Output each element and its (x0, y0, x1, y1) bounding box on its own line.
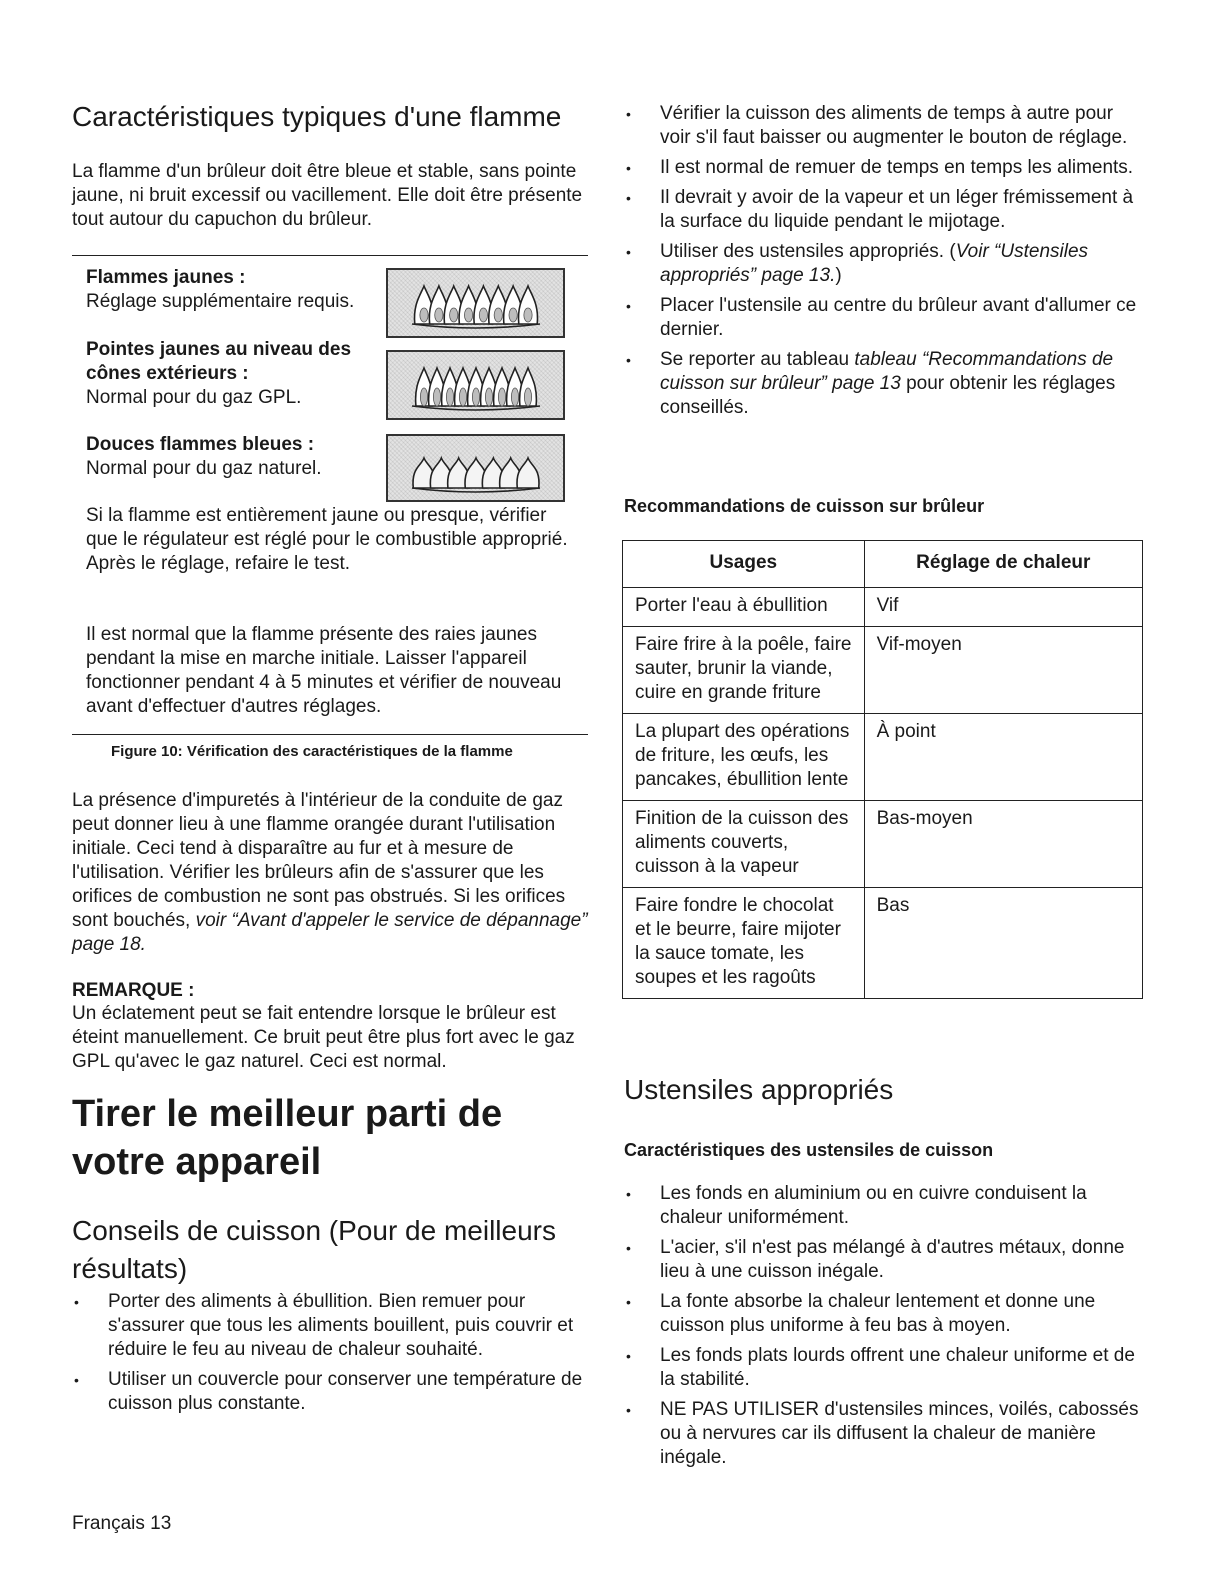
flame-yellow-tips-description (86, 338, 376, 410)
flame-blue-drawing (388, 436, 563, 500)
flame-shape (517, 458, 539, 488)
tip-left-item: • Porter des aliments à ébullition. Bien remuer pour s'assurer que tous les aliments bouillent, puis couvrir et réduire le feu au niveau de chaleur souhaité. (72, 1290, 592, 1362)
figure-bottom-rule (72, 734, 588, 735)
tip-text: Placer l'ustensile au centre du brûleur avant d'allumer ce dernier. (660, 295, 1137, 340)
tip-right-item (624, 294, 1144, 342)
table-cell-heat: À point (864, 714, 1142, 801)
flame-yellow-tips-drawing (388, 352, 563, 418)
page-footer: Français 13 (72, 1513, 172, 1534)
flame-core-shape (450, 308, 458, 322)
table-cell-usage: Faire frire à la poêle, faire sauter, brunir la viande, cuire en grande friture (623, 627, 865, 714)
flame-core-shape (420, 388, 427, 406)
tip-text: Il est normal de remuer de temps en temps les aliments. (660, 157, 1134, 178)
tip-text: Utiliser des ustensiles appropriés. ( (660, 241, 956, 262)
tips-title: Conseils de cuisson (Pour de meilleurs résultats) (72, 1215, 556, 1284)
flame-blue-title: Douces flammes bleues : (86, 434, 315, 455)
flame-core-shape (446, 388, 453, 406)
flame-blue-image (386, 434, 565, 502)
flame-blue-desc: Normal pour du gaz naturel. (86, 458, 322, 479)
table-cell-heat: Bas-moyen (864, 801, 1142, 888)
flame-blue-description (86, 433, 376, 481)
flame-core-shape (498, 388, 505, 406)
table-cell-heat: Vif-moyen (864, 627, 1142, 714)
impurities-paragraph (72, 789, 588, 957)
flame-core-shape (485, 388, 492, 406)
flame-yellow-image (386, 268, 565, 338)
utensil-item: • La fonte absorbe la chaleur lentement et donne une cuisson plus uniforme à feu bas à moyen. (624, 1290, 1144, 1338)
flame-yellow-description (86, 266, 376, 314)
table-cell-usage: Porter l'eau à ébullition (623, 588, 865, 627)
figure-top-rule (72, 255, 588, 256)
tip-right-item (624, 240, 1144, 288)
flame-yellow-paragraph (86, 504, 576, 576)
flame-core-shape (524, 388, 531, 406)
tips-list-left (72, 1290, 592, 1422)
impurities-text: La présence d'impuretés à l'intérieur de la conduite de gaz peut donner lieu à une flamme orangée durant l'utilisation initiale. Ceci tend à disparaître au fur et à mesure de l'utilisation. Vérifier les brûleurs afin de s'assurer que les orifices de combustion ne sont pas obstrués. Si les orifices sont bouchés, (72, 790, 566, 931)
table-header-usages: Usages (623, 541, 865, 588)
table-row (623, 714, 1143, 801)
flame-normal-paragraph: Il est normal que la flamme présente des raies jaunes pendant la mise en marche initiale. Laisser l'appareil fonctionner pendant 4 à 5 minutes et vérifier de nouveau avant d'effectuer d'autres réglages. (86, 624, 562, 717)
figure-caption: Figure 10: Vérification des caractéristiques de la flamme (111, 743, 513, 760)
flame-yellow-desc: Réglage supplémentaire requis. (86, 291, 355, 312)
flame-core-shape (524, 308, 532, 322)
table-cell-usage: La plupart des opérations de friture, les œufs, les pancakes, ébullition lente (623, 714, 865, 801)
flame-core-shape (509, 308, 517, 322)
flame-section-title: Caractéristiques typiques d'une flamme (72, 101, 562, 132)
table-header-heat: Réglage de chaleur (864, 541, 1142, 588)
utensils-subtitle: Caractéristiques des ustensiles de cuisson (624, 1140, 994, 1160)
tip-right-item (624, 348, 1144, 420)
flame-yellow-drawing (388, 270, 563, 336)
tip-right-item (624, 186, 1144, 234)
flame-core-shape (494, 308, 502, 322)
table-header-row (623, 541, 1143, 588)
flame-yellow-tips-title: Pointes jaunes au niveau des cônes extérieurs : (86, 339, 352, 384)
table-cell-usage: Finition de la cuisson des aliments couverts, cuisson à la vapeur (623, 801, 865, 888)
table-cell-heat: Bas (864, 888, 1142, 999)
utensil-item: • Les fonds plats lourds offrent une chaleur uniforme et de la stabilité. (624, 1344, 1144, 1392)
utensil-item: • NE PAS UTILISER d'ustensiles minces, voilés, cabossés ou à nervures car ils diffusent la chaleur de manière inégale. (624, 1398, 1144, 1470)
table-row (623, 627, 1143, 714)
tip-text: Vérifier la cuisson des aliments de temps à autre pour voir s'il faut baisser ou augmenter le bouton de réglage. (660, 103, 1128, 148)
flame-yellow-paragraph-text: Si la flamme est entièrement jaune ou presque, vérifier que le régulateur est réglé pour le combustible approprié. Après le réglage, refaire le test. (86, 505, 568, 574)
tip-left-item: • Utiliser un couvercle pour conserver une température de cuisson plus constante. (72, 1368, 592, 1416)
flame-core-shape (479, 308, 487, 322)
utensils-list (624, 1182, 1144, 1476)
tip-text: Il devrait y avoir de la vapeur et un léger frémissement à la surface du liquide pendant le mijotage. (660, 187, 1134, 232)
remark-title: REMARQUE : (72, 980, 195, 1001)
tip-reference: Voir “Ustensiles appropriés” page 13. (660, 241, 1089, 286)
tip-right-item (624, 102, 1144, 150)
tips-list-right (624, 102, 1144, 426)
flame-core-shape (464, 308, 472, 322)
flame-core-shape (420, 308, 428, 322)
utensil-item: • L'acier, s'il n'est pas mélangé à d'autres métaux, donne lieu à une cuisson inégale. (624, 1236, 1144, 1284)
utensils-title: Ustensiles appropriés (624, 1074, 894, 1105)
flame-yellow-title: Flammes jaunes : (86, 267, 246, 288)
main-heading: Tirer le meilleur parti de votre appareil (72, 1093, 503, 1183)
table-row (623, 588, 1143, 627)
flame-core-shape (433, 388, 440, 406)
flame-core-shape (435, 308, 443, 322)
table-cell-heat: Vif (864, 588, 1142, 627)
tip-reference: tableau “Recommandations de cuisson sur brûleur” page 13 (660, 349, 1114, 394)
utensil-item: • Les fonds en aluminium ou en cuivre conduisent la chaleur uniformément. (624, 1182, 1144, 1230)
flame-core-shape (511, 388, 518, 406)
flame-core-shape (459, 388, 466, 406)
remark-text: Un éclatement peut se fait entendre lorsque le brûleur est éteint manuellement. Ce bruit peut être plus fort avec le gaz GPL qu'avec le gaz naturel. Ceci est normal. (72, 1003, 575, 1072)
flame-yellow-tips-desc: Normal pour du gaz GPL. (86, 387, 302, 408)
impurities-reference: voir “Avant d'appeler le service de dépannage” page 18. (72, 910, 588, 955)
tip-text-after: pour obtenir les réglages conseillés. (660, 373, 1116, 418)
table-row (623, 801, 1143, 888)
tip-right-item (624, 156, 1144, 180)
flame-intro-text: La flamme d'un brûleur doit être bleue et stable, sans pointe jaune, ni bruit excessif ou vacillement. Elle doit être présente tout autour du capuchon du brûleur. (72, 161, 583, 230)
tip-text: Se reporter au tableau (660, 349, 855, 370)
table-row (623, 888, 1143, 999)
flame-core-shape (472, 388, 479, 406)
cooking-table (622, 540, 1143, 999)
table-title: Recommandations de cuisson sur brûleur (624, 496, 985, 516)
flame-yellow-tips-image (386, 350, 565, 420)
table-cell-usage: Faire fondre le chocolat et le beurre, faire mijoter la sauce tomate, les soupes et les ragoûts (623, 888, 865, 999)
tip-text-after: ) (835, 265, 842, 286)
